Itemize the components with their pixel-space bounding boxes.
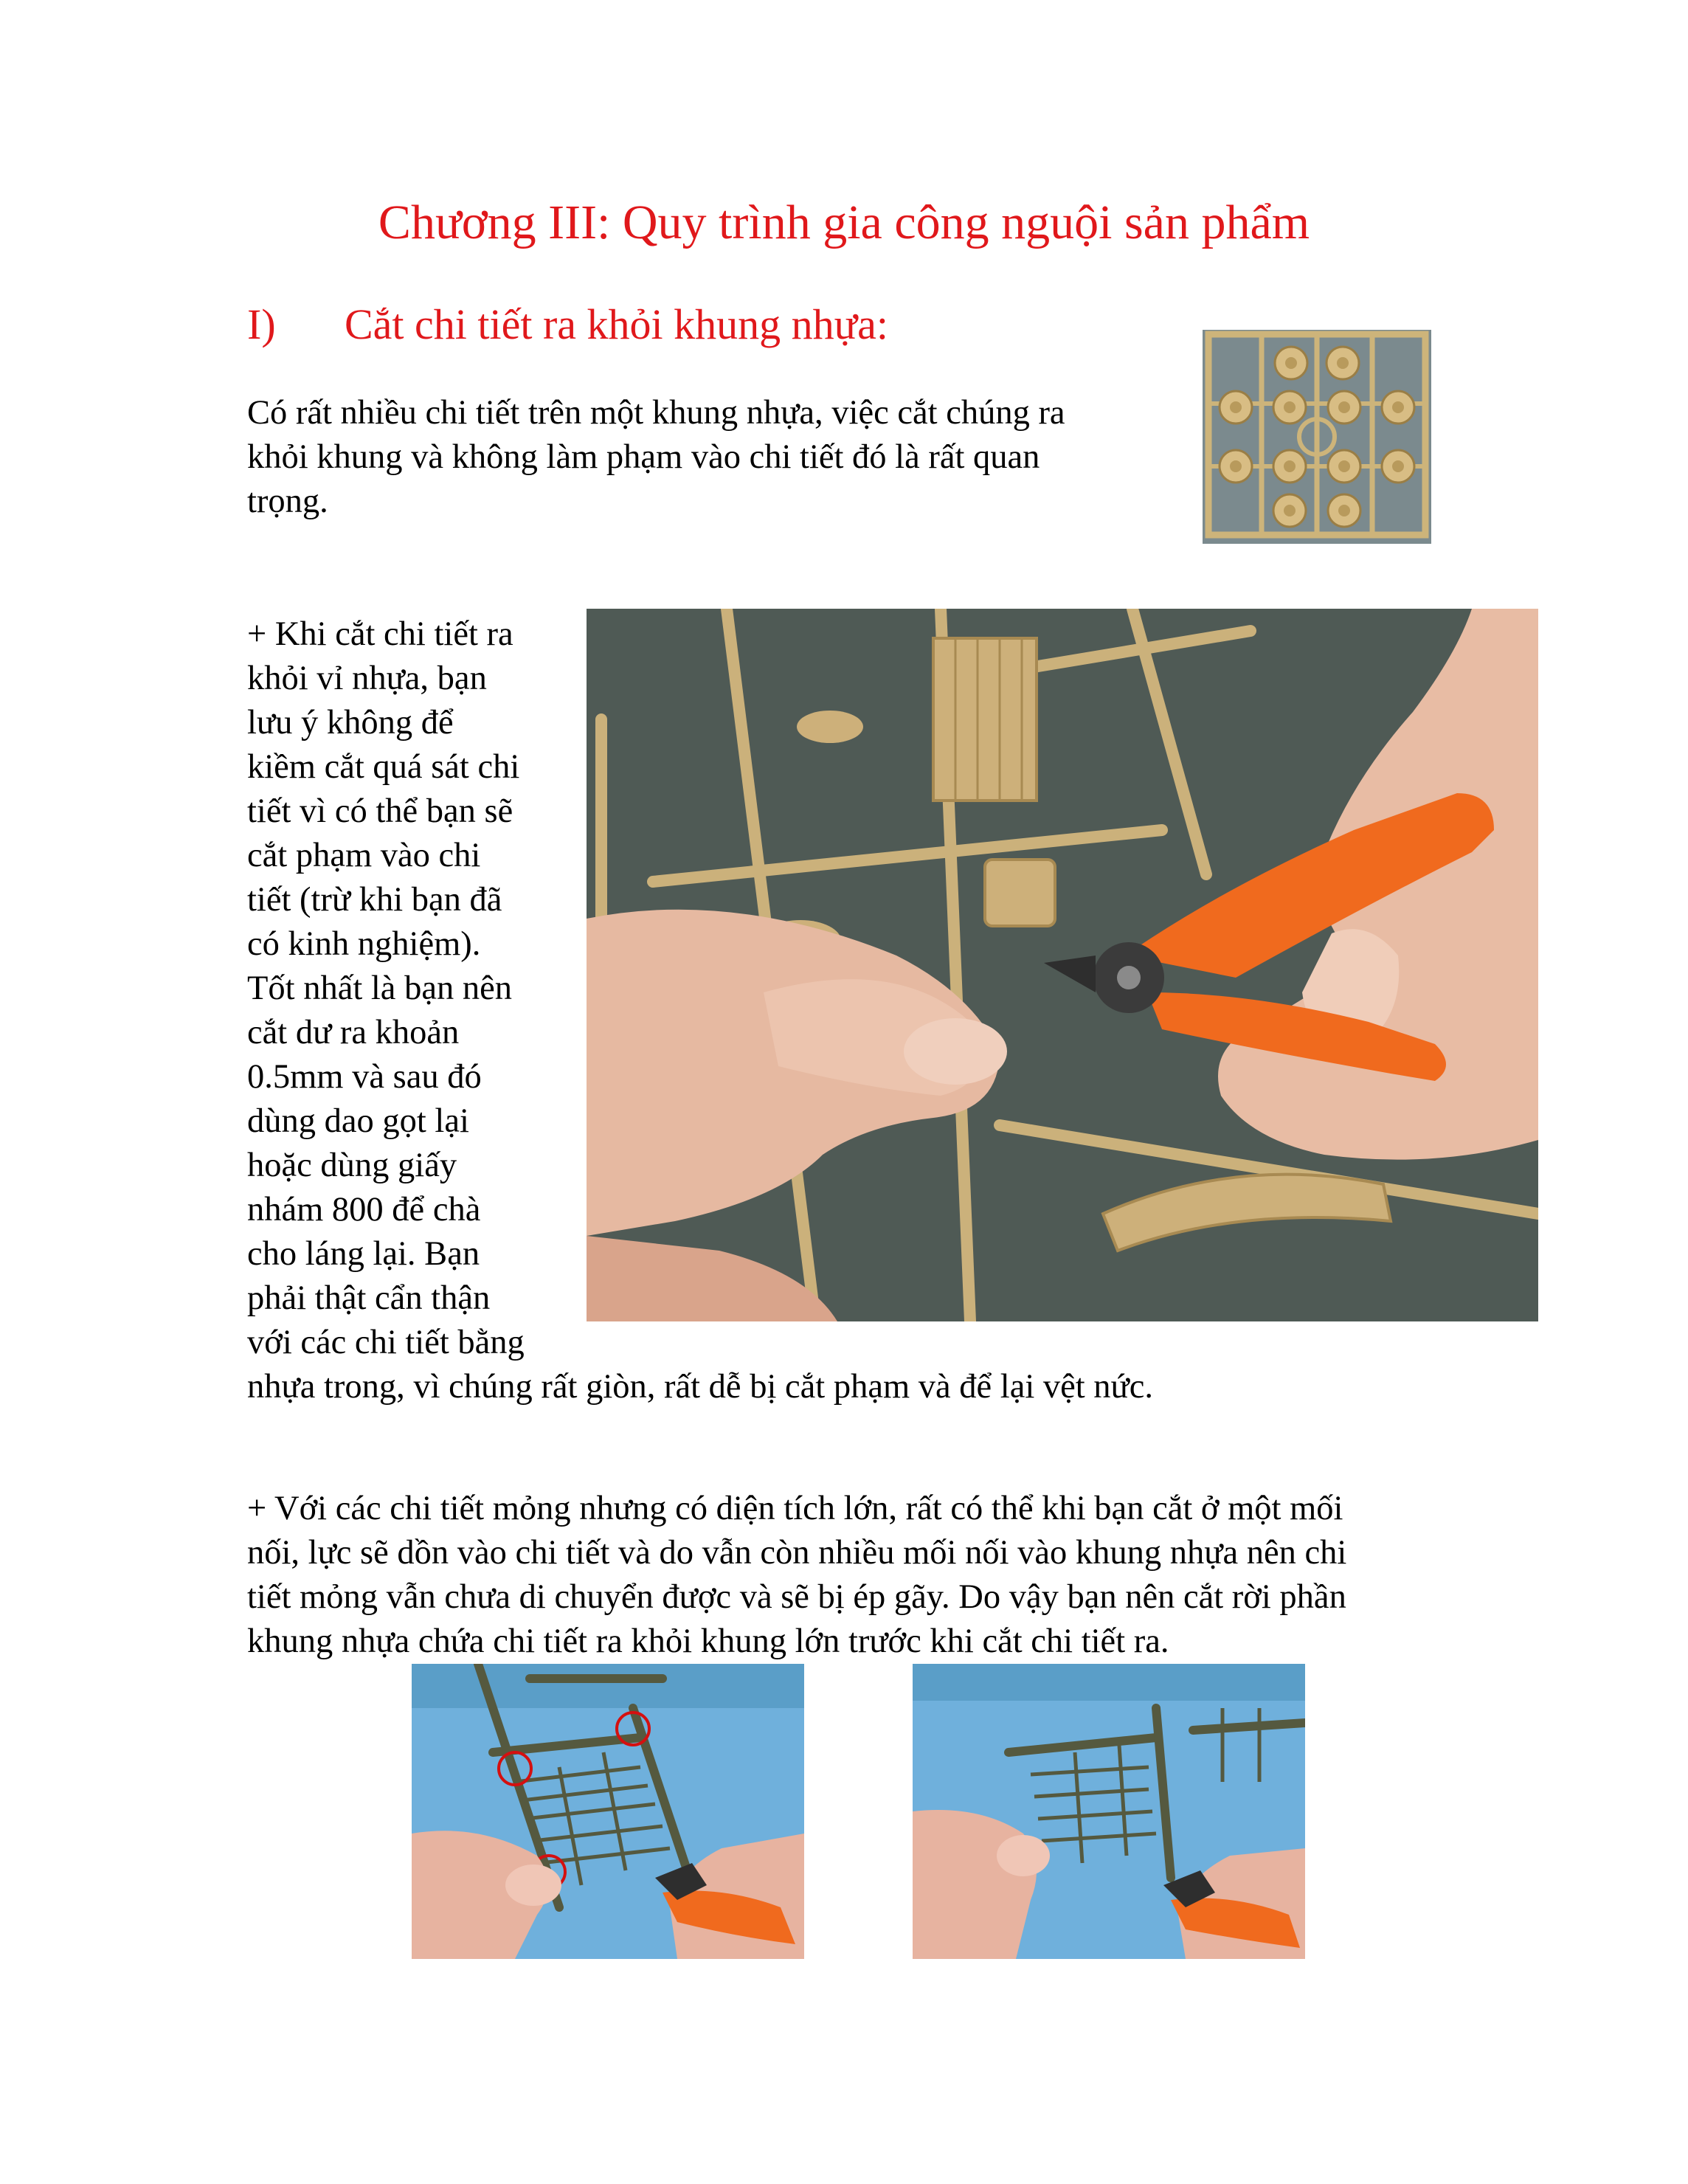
- tip1-line: phải thật cẩn thận: [247, 1279, 491, 1317]
- sprue-circled-image: [412, 1664, 804, 1959]
- tip1-line: dùng dao gọt lại: [247, 1102, 469, 1140]
- tip1-line: tiết (trừ khi bạn đã: [247, 881, 502, 919]
- tip1-line: hoặc dùng giấy: [247, 1147, 457, 1184]
- intro-line: Có rất nhiều chi tiết trên một khung nhựa, việc cắt chúng ra: [247, 394, 1065, 432]
- sprue-wheels-image: [1203, 330, 1431, 544]
- intro-line: trọng.: [247, 483, 328, 520]
- tip1-line: lưu ý không để: [247, 704, 454, 742]
- tip2-line: + Với các chi tiết mỏng nhưng có diện tích lớn, rất có thể khi bạn cắt ở một mối: [247, 1490, 1343, 1527]
- sprue-wheels-photo: [1203, 330, 1431, 544]
- page-title: Chương III: Quy trình gia công nguội sản phẩm: [378, 196, 1310, 249]
- gray-sprue-circled-photo: [412, 1664, 804, 1959]
- tip1-line: tiết vì có thể bạn sẽ: [247, 792, 513, 830]
- tip1-line: cắt dư ra khoản: [247, 1014, 460, 1051]
- section-number: I): [247, 300, 276, 348]
- tip1-line: có kinh nghiệm).: [247, 925, 481, 963]
- intro-line: khỏi khung và không làm phạm vào chi tiết đó là rất quan: [247, 438, 1040, 476]
- tip1-paragraph: [247, 612, 568, 1365]
- intro-paragraph: [247, 391, 1206, 524]
- cutting-part-photo: [587, 609, 1538, 1321]
- tip2-line: nối, lực sẽ dồn vào chi tiết và do vẫn còn nhiều mối nối vào khung nhựa nên chi: [247, 1534, 1347, 1572]
- tip1-line: khỏi vỉ nhựa, bạn: [247, 660, 487, 697]
- section-heading: Cắt chi tiết ra khỏi khung nhựa:: [345, 300, 888, 348]
- tip1-line: với các chi tiết bằng: [247, 1324, 525, 1361]
- sprue-cut-image: [913, 1664, 1305, 1959]
- tip2-line: tiết mỏng vẫn chưa di chuyển được và sẽ bị ép gãy. Do vậy bạn nên cắt rời phần: [247, 1578, 1346, 1616]
- tip1-last-line: nhựa trong, vì chúng rất giòn, rất dễ bị cắt phạm và để lại vệt nức.: [247, 1368, 1154, 1406]
- tip1-line: + Khi cắt chi tiết ra: [247, 615, 513, 653]
- tip2-paragraph: [247, 1487, 1501, 1664]
- hand-cutter-image: [587, 609, 1538, 1321]
- tip1-line: Tốt nhất là bạn nên: [247, 970, 512, 1007]
- tip1-line: kiềm cắt quá sát chi: [247, 748, 520, 786]
- tip1-line: cắt phạm vào chi: [247, 837, 481, 874]
- tip1-line: cho láng lại. Bạn: [247, 1235, 480, 1273]
- tip2-line: khung nhựa chứa chi tiết ra khỏi khung lớn trước khi cắt chi tiết ra.: [247, 1623, 1169, 1660]
- tip1-line: 0.5mm và sau đó: [247, 1058, 482, 1096]
- tip1-line: nhám 800 để chà: [247, 1191, 481, 1228]
- gray-sprue-cut-photo: [913, 1664, 1305, 1959]
